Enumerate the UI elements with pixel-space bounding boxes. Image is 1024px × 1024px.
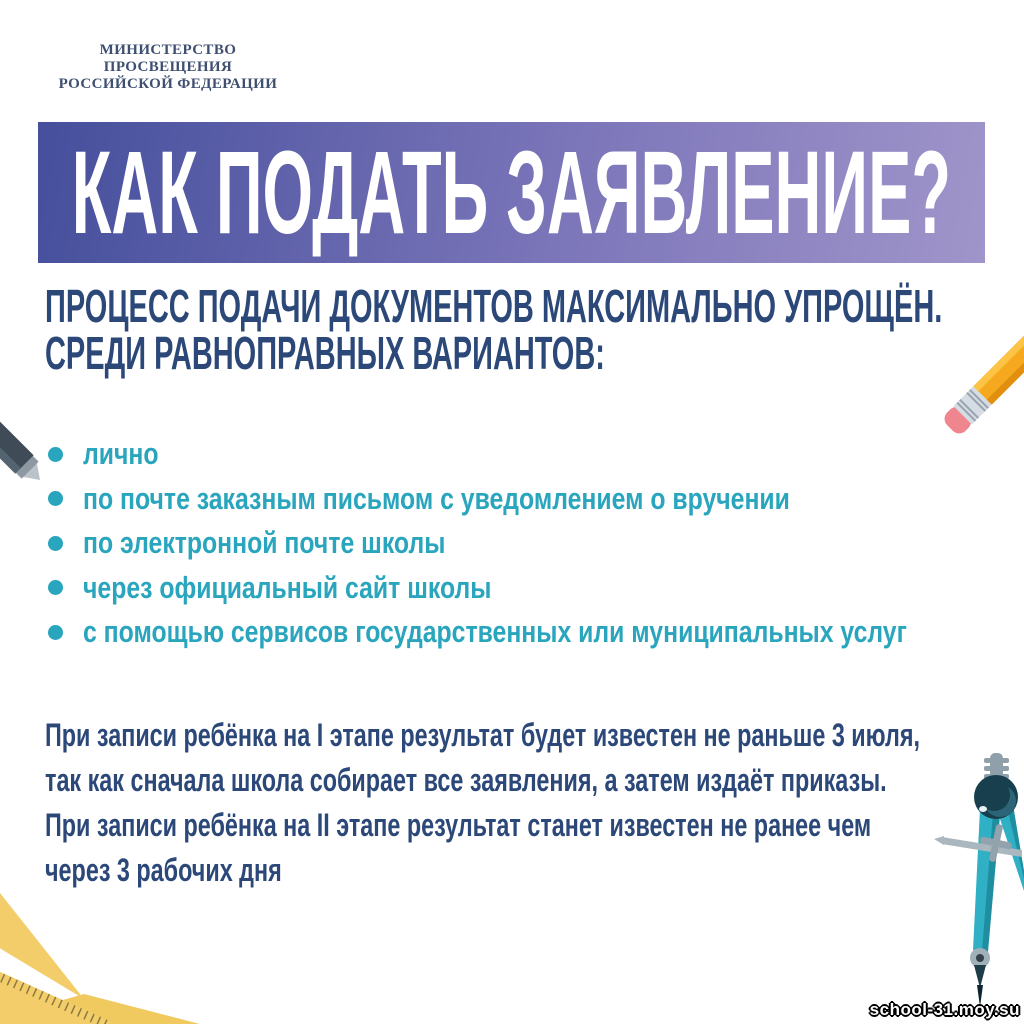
options-list xyxy=(45,432,1024,655)
ministry-line2: РОССИЙСКОЙ ФЕДЕРАЦИИ xyxy=(58,76,278,92)
watermark: school-31.moy.su xyxy=(869,1000,1020,1019)
list-item xyxy=(45,521,1024,566)
ministry-line1: МИНИСТЕРСТВО ПРОСВЕЩЕНИЯ xyxy=(99,42,237,75)
note-line: При записи ребёнка на I этапе результат будет известен не раньше 3 июля, xyxy=(45,717,920,753)
option-label: по почте заказным письмом с уведомлением о вручении xyxy=(83,480,790,516)
subtitle-line1: ПРОЦЕСС ПОДАЧИ ДОКУМЕНТОВ МАКСИМАЛЬНО УПРОЩЁН. xyxy=(45,280,943,332)
title-banner xyxy=(38,122,985,263)
list-item xyxy=(45,477,1024,522)
subtitle xyxy=(45,280,1024,379)
list-item xyxy=(45,610,1024,655)
compass-icon xyxy=(930,745,1024,1024)
note-line: так как сначала школа собирает все заявления, а затем издаёт приказы. xyxy=(45,762,887,798)
option-label: по электронной почте школы xyxy=(83,525,446,561)
subtitle-line2: СРЕДИ РАВНОПРАВНЫХ ВАРИАНТОВ: xyxy=(45,327,605,379)
pencil-icon xyxy=(894,316,1024,461)
bullet-dot-icon xyxy=(48,625,63,640)
note-line: через 3 рабочих дня xyxy=(45,852,282,888)
option-label: с помощью сервисов государственных или муниципальных услуг xyxy=(83,614,907,650)
page-title: КАК ПОДАТЬ ЗАЯВЛЕНИЕ? xyxy=(71,126,952,259)
note-line: При записи ребёнка на II этапе результат станет известен не ранее чем xyxy=(45,807,872,843)
list-item xyxy=(45,566,1024,611)
set-square-ruler-icon xyxy=(0,860,360,1024)
ministry-logo xyxy=(48,42,288,93)
list-item xyxy=(45,432,1024,477)
option-label: лично xyxy=(83,436,159,472)
bullet-dot-icon xyxy=(48,580,63,595)
option-label: через официальный сайт школы xyxy=(83,569,492,605)
bullet-dot-icon xyxy=(48,536,63,551)
pencil-tip-icon xyxy=(0,398,64,508)
